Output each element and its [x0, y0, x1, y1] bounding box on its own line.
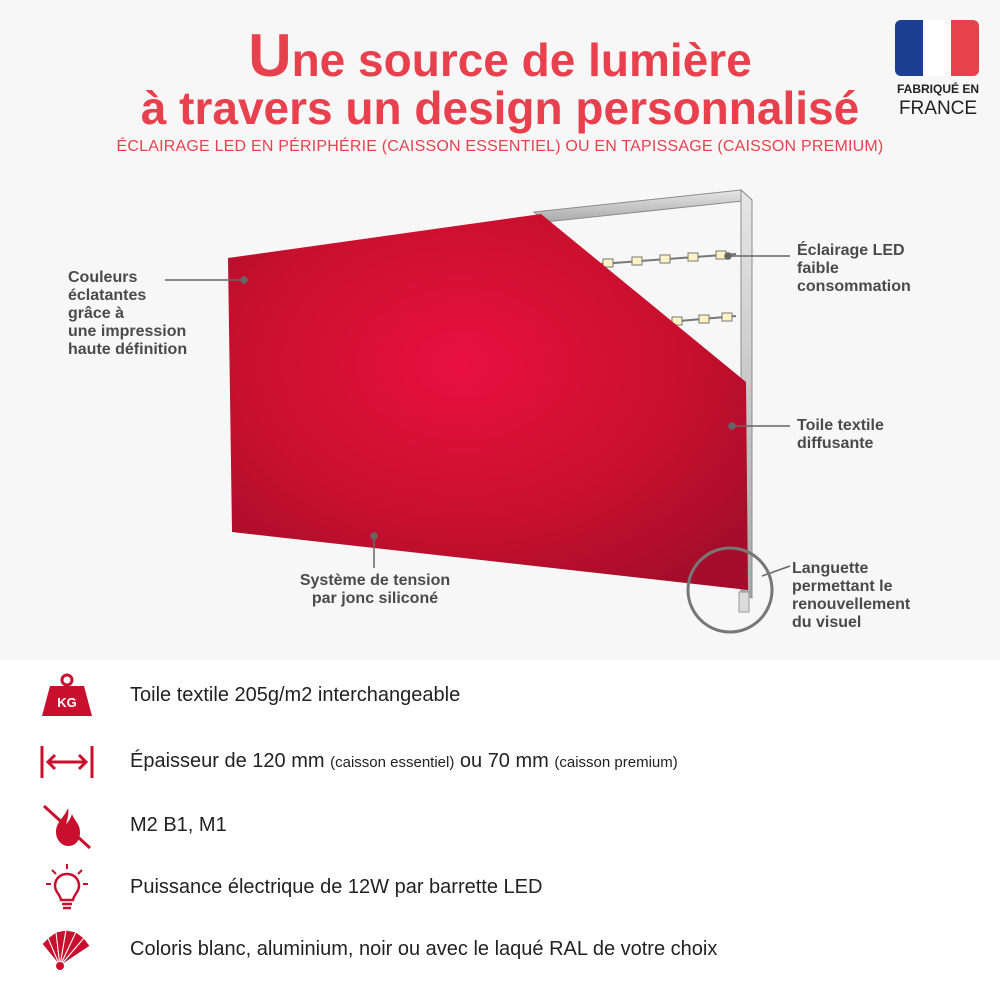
feature-fire: M2 B1, M1	[130, 814, 227, 836]
callout-led: Éclairage LED faible consommation	[797, 242, 911, 295]
badge-line2: FRANCE	[898, 98, 978, 119]
fire-resistance-icon	[38, 802, 96, 850]
france-flag-icon	[895, 20, 979, 76]
title-line2: à travers un design personnalisé	[140, 82, 860, 134]
title-line1: Une source de lumière	[248, 22, 752, 89]
lightbulb-icon	[38, 862, 96, 910]
color-fan-icon	[38, 926, 96, 974]
callout-toile: Toile textile diffusante	[797, 417, 884, 452]
subtitle: ÉCLAIRAGE LED EN PÉRIPHÉRIE (CAISSON ESSENTIEL) OU EN TAPISSAGE (CAISSON PREMIUM)	[116, 138, 884, 155]
callout-languette: Languette permettant le renouvellement du visuel	[792, 560, 911, 631]
weight-kg-icon	[38, 672, 96, 720]
feature-thickness: Épaisseur de 120 mm (caisson essentiel) ou 70 mm (caisson premium)	[130, 750, 678, 772]
width-arrows-icon	[38, 738, 96, 786]
feature-weight: Toile textile 205g/m2 interchangeable	[130, 684, 461, 706]
feature-colors: Coloris blanc, aluminium, noir ou avec le laqué RAL de votre choix	[130, 938, 718, 960]
feature-power: Puissance électrique de 12W par barrette LED	[130, 876, 543, 898]
callout-systeme: Système de tension par jonc siliconé	[299, 572, 451, 607]
weight-kg-label: KG	[57, 695, 77, 710]
callout-couleurs: Couleurs éclatantes grâce à une impression haute définition	[68, 269, 188, 358]
printed-fabric	[228, 214, 748, 590]
badge-line1: FABRIQUÉ EN	[896, 82, 979, 96]
